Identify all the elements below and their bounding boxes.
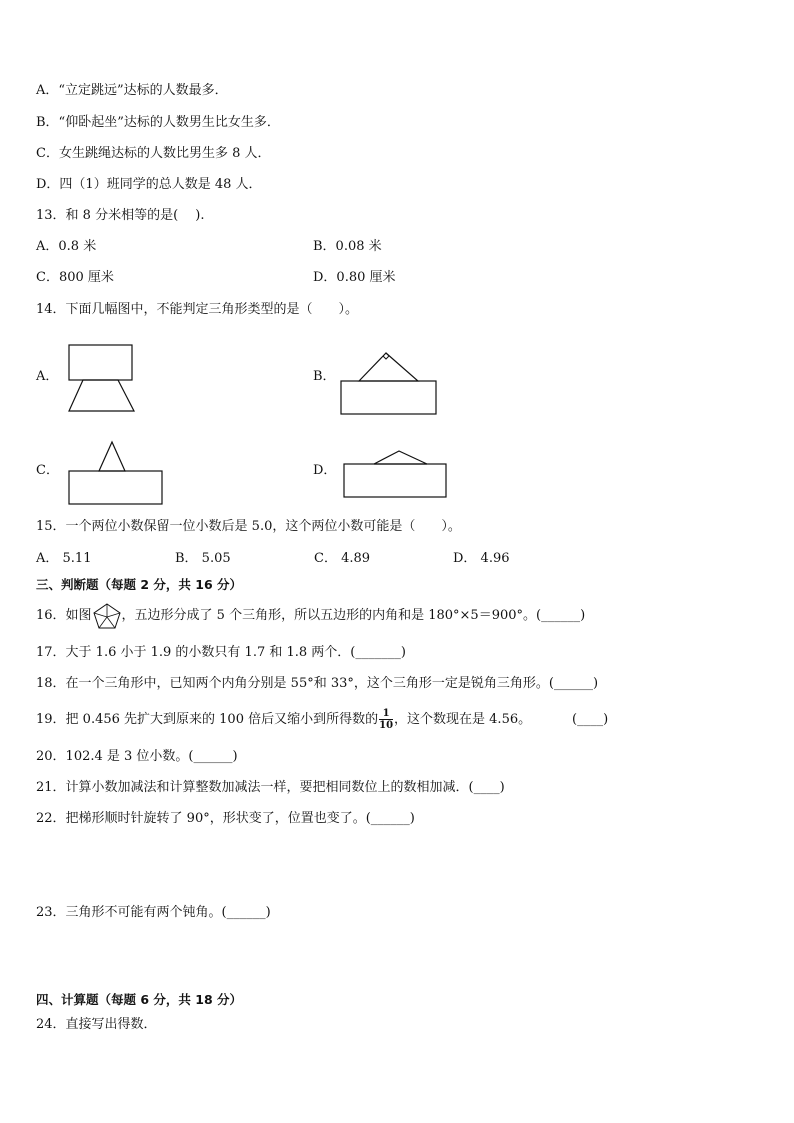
fraction-denominator: 10 (379, 720, 394, 731)
q14-figure-a (66, 342, 138, 414)
q20: 20．102.4 是 3 位小数。(______) (36, 749, 238, 764)
q14-option-b-label: B． (313, 369, 336, 384)
q14-stem: 14．下面几幅图中，不能判定三角形类型的是（ ）。 (36, 302, 359, 317)
q15-stem: 15．一个两位小数保留一位小数后是 5.0，这个两位小数可能是（ ）。 (36, 519, 461, 534)
q21: 21．计算小数加减法和计算整数加减法一样，要把相同数位上的数相加减．(____) (36, 780, 505, 795)
q14-option-a-label: A． (36, 369, 59, 384)
q24: 24．直接写出得数． (36, 1017, 157, 1032)
q23: 23．三角形不可能有两个钝角。(______) (36, 905, 271, 920)
q19-fraction (379, 708, 393, 731)
q19-text-after: ，这个数现在是 4.56。 (394, 712, 532, 727)
q12-option-b: B．“仰卧起坐”达标的人数男生比女生多． (36, 115, 280, 130)
q14-figure-b (338, 346, 440, 418)
q13-option-d: D．0.80 厘米 (313, 270, 396, 285)
q13-option-a: A．0.8 米 (36, 239, 97, 254)
q12-option-d: D．四（1）班同学的总人数是 48 人． (36, 177, 262, 192)
q13-option-c: C．800 厘米 (36, 270, 114, 285)
pentagon-figure (92, 602, 122, 630)
q16-text-after: ，五边形分成了 5 个三角形，所以五边形的内角和是 180°×5＝900°。(______) (121, 608, 586, 623)
q15-option-a: A． 5.11 (36, 551, 92, 566)
fraction-numerator: 1 (379, 708, 393, 720)
section-4-title: 四、计算题（每题 6 分，共 18 分） (36, 992, 243, 1007)
q17: 17．大于 1.6 小于 1.9 的小数只有 1.7 和 1.8 两个．(_______) (36, 645, 406, 660)
q13-option-b: B．0.08 米 (313, 239, 382, 254)
q13-stem: 13．和 8 分米相等的是( ). (36, 208, 205, 223)
q14-option-c-label: C． (36, 463, 59, 478)
q14-option-d-label: D． (313, 463, 337, 478)
q18: 18．在一个三角形中，已知两个内角分别是 55°和 33°，这个三角形一定是锐角三角形。(______) (36, 676, 599, 691)
q14-figure-d (341, 446, 449, 500)
q12-option-a: A．“立定跳远”达标的人数最多． (36, 83, 228, 98)
q22: 22．把梯形顺时针旋转了 90°，形状变了，位置也变了。(______) (36, 811, 415, 826)
q19-answer-blank: (____) (572, 712, 609, 727)
section-3-title: 三、判断题（每题 2 分，共 16 分） (36, 577, 243, 592)
q19-text-before: 19．把 0.456 先扩大到原来的 100 倍后又缩小到所得数的 (36, 712, 379, 727)
q16-text-before: 16．如图 (36, 608, 92, 623)
q14-figure-c (66, 438, 166, 508)
q15-option-c: C． 4.89 (314, 551, 371, 566)
q15-option-d: D． 4.96 (453, 551, 510, 566)
q16 (36, 600, 585, 632)
q15-option-b: B． 5.05 (175, 551, 231, 566)
q12-option-c: C．女生跳绳达标的人数比男生多 8 人． (36, 146, 271, 161)
q19 (36, 703, 531, 737)
